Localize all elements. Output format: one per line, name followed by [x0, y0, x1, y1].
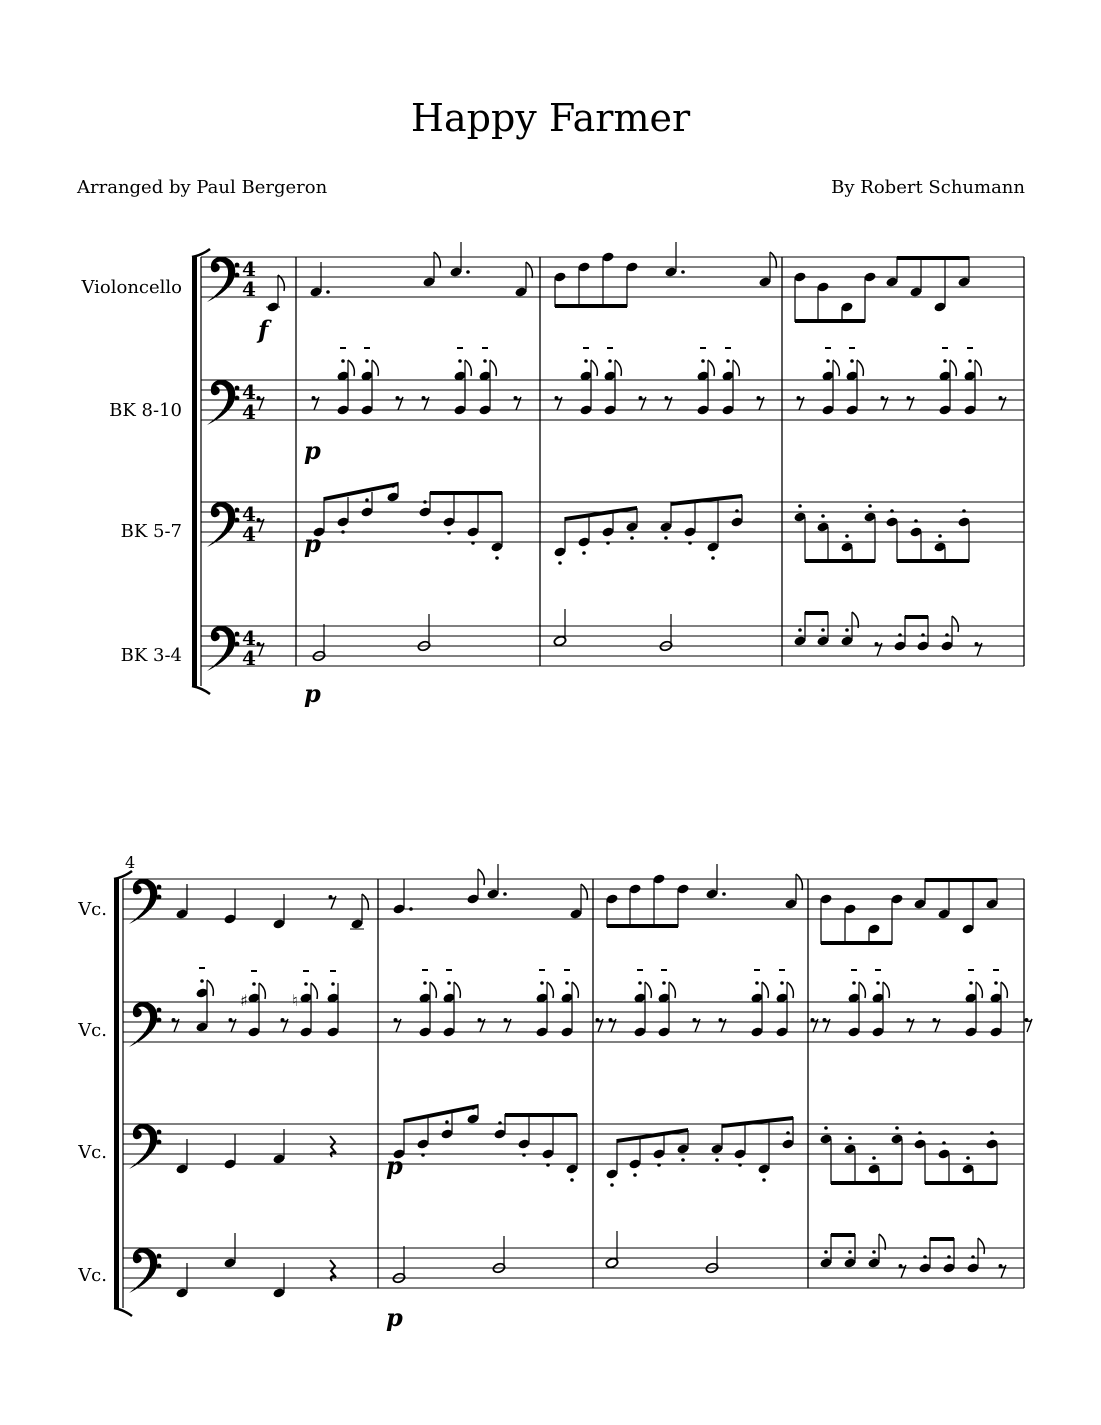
staff-2-notes	[257, 348, 1007, 416]
bass-clef-icon	[207, 626, 239, 671]
dynamic-piano: p	[386, 1151, 403, 1180]
staff-label-bk-5-7: BK 5-7	[120, 521, 182, 542]
bass-clef-icon	[207, 380, 239, 425]
dynamic-piano: p	[304, 529, 321, 558]
composer-credit: By Robert Schumann	[831, 177, 1025, 198]
staff-3-notes	[257, 482, 971, 565]
arranger-credit: Arranged by Paul Bergeron	[77, 177, 328, 198]
score-title: Happy Farmer	[410, 96, 691, 140]
dynamic-piano: p	[386, 1303, 403, 1332]
staff-2-notes-sys2	[172, 968, 1033, 1038]
dynamic-forte: f	[258, 315, 269, 344]
bass-clef-icon	[207, 502, 239, 547]
staff-label-vc-4: Vc.	[78, 1265, 107, 1286]
bass-clef-icon	[129, 1124, 161, 1169]
svg-text:4: 4	[242, 277, 256, 301]
bass-clef-icon	[207, 257, 239, 302]
staff-label-bk-8-10: BK 8-10	[109, 400, 182, 421]
staff-1-notes-sys2	[175, 864, 998, 945]
bass-clef-icon	[129, 879, 161, 924]
svg-text:4: 4	[242, 400, 256, 424]
system-2	[114, 864, 1032, 1332]
svg-text:4: 4	[242, 646, 256, 670]
staff-label-vc-2: Vc.	[78, 1020, 107, 1041]
staff-label-vc-3: Vc.	[78, 1142, 107, 1163]
system-1	[192, 242, 1024, 708]
dynamic-piano: p	[304, 679, 321, 708]
bass-clef-icon	[129, 1248, 161, 1293]
staff-3-notes-sys2	[175, 1104, 998, 1187]
staff-1-notes	[266, 242, 971, 323]
svg-text:♯: ♯	[240, 991, 248, 1010]
svg-text:4: 4	[242, 257, 256, 281]
staff-4-notes	[257, 609, 983, 662]
svg-text:4: 4	[242, 502, 256, 526]
staff-label-violoncello: Violoncello	[81, 277, 182, 298]
staff-label-vc-1: Vc.	[78, 899, 107, 920]
svg-text:4: 4	[242, 626, 256, 650]
svg-text:4: 4	[242, 522, 256, 546]
bass-clef-icon	[129, 1002, 161, 1047]
svg-text:4: 4	[242, 380, 256, 404]
system-bracket-icon	[114, 879, 119, 1308]
staff-label-bk-3-4: BK 3-4	[120, 645, 182, 666]
svg-text:♮: ♮	[292, 991, 298, 1010]
measure-number: 4	[125, 853, 136, 872]
dynamic-piano: p	[304, 436, 321, 465]
system-bracket-icon	[192, 257, 197, 686]
